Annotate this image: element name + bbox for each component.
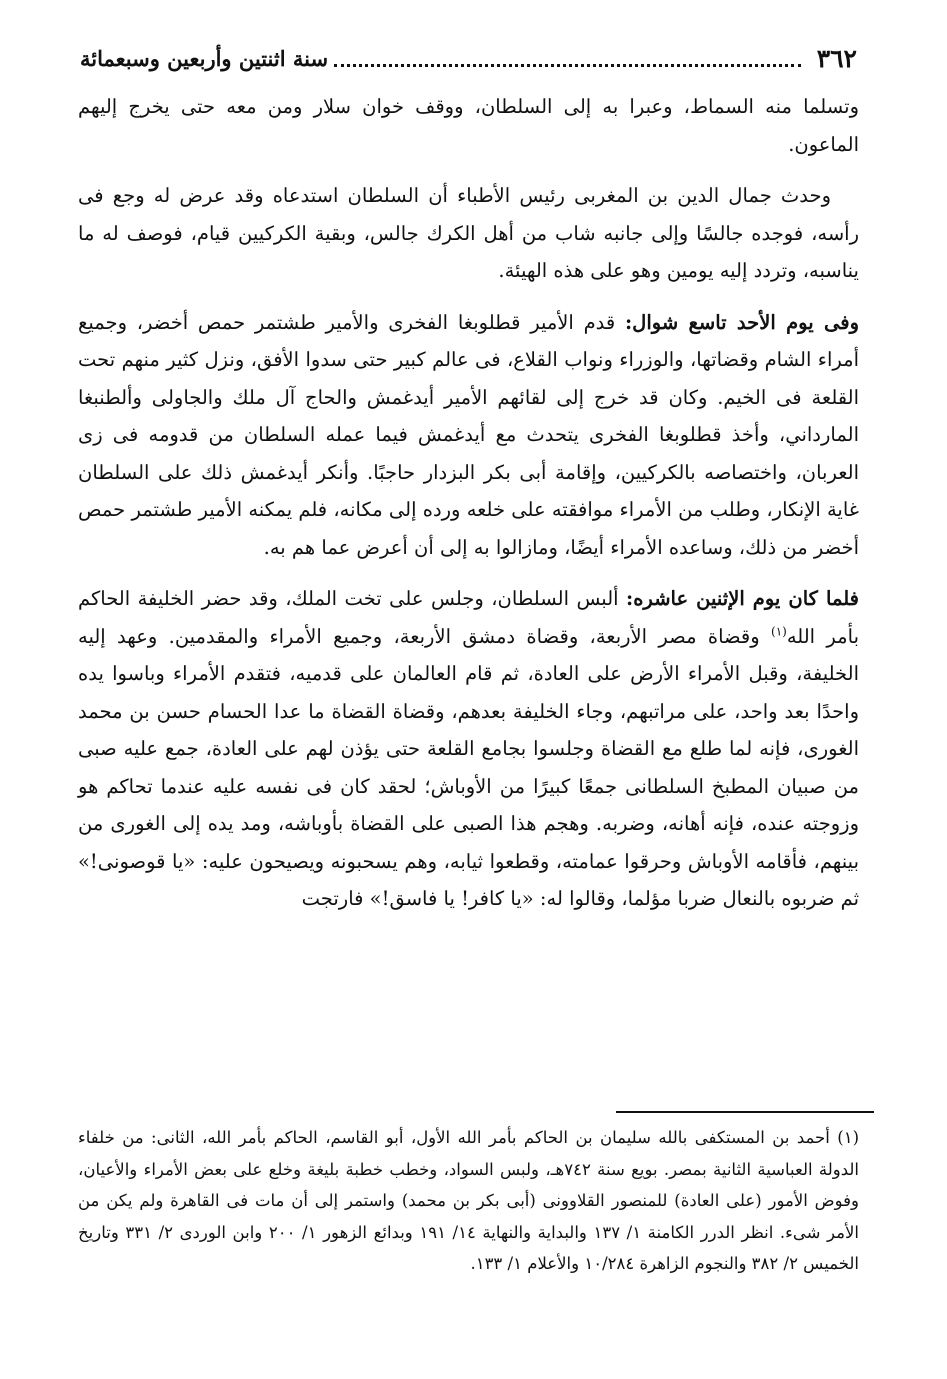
paragraph-lead: فلما كان يوم الإثنين عاشره: <box>626 587 859 610</box>
dotted-leader <box>334 50 801 67</box>
paragraph-text: ألبس السلطان، وجلس على تخت الملك، وقد حضر الخليفة الحاكم بأمر الله <box>78 587 859 648</box>
paragraph-text: قدم الأمير قطلوبغا الفخرى والأمير طشتمر حمص أخضر، وجميع أمراء الشام وقضاتها، والوزراء ونواب القلاع، فى عالم كبير حتى سدوا الأفق، ونزل كثير منهم تحت القلعة فى الخيم. وكان قد خرج إلى لقائهم الأمير أيدغمش والحاج آل ملك والجاولى وألطنبغا المارداني، وأخذ قطلوبغا الفخرى يتحدث مع أيدغمش فيما عمله السلطان من قدومه فى زى العربان، واختصاصه بالكركيين، وإقامة أبى بكر البزدار حاجبًا. وأنكر أيدغمش ذلك على السلطان غاية الإنكار، وطلب من الأمراء موافقته على خلعه ورده إلى مكانه، فلم يمكنه الأمير طشتمر حمص أخضر من ذلك، وساعده الأمراء أيضًا، ومازالوا به إلى أن أعرض عما هم به. <box>78 310 859 559</box>
footnote-reference[interactable]: (١) <box>771 624 787 638</box>
chapter-title: سنة اثنتين وأربعين وسبعمائة <box>80 45 329 71</box>
paragraph-2 <box>78 177 859 290</box>
paragraph-text: وقضاة مصر الأربعة، وقضاة دمشق الأربعة، وجميع الأمراء والمقدمين. وعهد إليه الخليفة، وقبل الأمراء الأرض على العادة، ثم قام العالمان على قدميه، فتقدم الأمراء وباسوا يده واحدًا بعد واحد، على مراتبهم، وجاء الخليفة بعدهم، وقضاة القضاة ما عدا الحسام حسن بن محمد الغورى، فإنه لما طلع مع القضاة وجلسوا بجامع القلعة حتى يؤذن لهم على العادة، جمع عليه صبى من صبيان المطبخ السلطانى جمعًا كبيرًا من الأوباش؛ لحقد كان فى نفسه عليه عندما تحاكم هو وزوجته عنده، فإنه أهانه، وضربه. وهجم هذا الصبى على القضاة بأوباشه، ومد يده إلى الغورى من بينهم، فأقامه الأوباش وحرقوا عمامته، وقطعوا ثيابه، وهم يسحبونه ويصيحون عليه: «يا قوصونى!» ثم ضربوه بالنعال ضربا مؤلما، وقالوا له: «يا كافر! يا فاسق!» فارتجت <box>78 624 859 910</box>
running-head <box>80 38 857 78</box>
paragraph-lead: وفى يوم الأحد تاسع شوال: <box>624 310 859 334</box>
main-text <box>78 88 859 932</box>
paragraph-text: وحدث جمال الدين بن المغربى رئيس الأطباء أن السلطان استدعاه وقد عرض له وجع فى رأسه، فوجده جالسًا وإلى جانبه شاب من أهل الكرك جالس، وبقية الكركيين قيام، فوصف له ما يناسبه، وتردد إليه يومين وهو على هذه الهيئة. <box>78 184 859 282</box>
paragraph-4 <box>78 580 859 918</box>
paragraph-text: وتسلما منه السماط، وعبرا به إلى السلطان، ووقف خوان سلار ومن معه حتى يخرج إليهم الماعون. <box>78 95 859 156</box>
page-number: ٣٦٢ <box>816 43 857 73</box>
paragraph-3 <box>78 304 859 567</box>
footnote <box>78 1122 859 1280</box>
footnote-text: (١) أحمد بن المستكفى بالله سليمان بن الحاكم بأمر الله الأول، أبو القاسم، الحاكم بأمر الله، الثانى: من خلفاء الدولة العباسية الثانية بمصر. بويع سنة ٧٤٢هـ، ولبس السواد، وخطب خطبة بليغة وخلع على بعض الأمراء والأعيان، وفوض الأمور (على العادة) للمنصور القلاوونى (أبى بكر بن محمد) واستمر إلى أن مات فى القاهرة ولم يكن من الأمر شىء. انظر الدرر الكامنة ١/ ١٣٧ والبداية والنهاية ١٤/ ١٩١ وبدائع الزهور ١/ ٢٠٠ وابن الوردى ٢/ ٣٣١ وتاريخ الخميس ٢/ ٣٨٢ والنجوم الزاهرة ١٠/٢٨٤ والأعلام ١/ ١٣٣. <box>78 1128 860 1273</box>
footnote-divider <box>616 1111 874 1113</box>
paragraph-1 <box>78 88 859 163</box>
